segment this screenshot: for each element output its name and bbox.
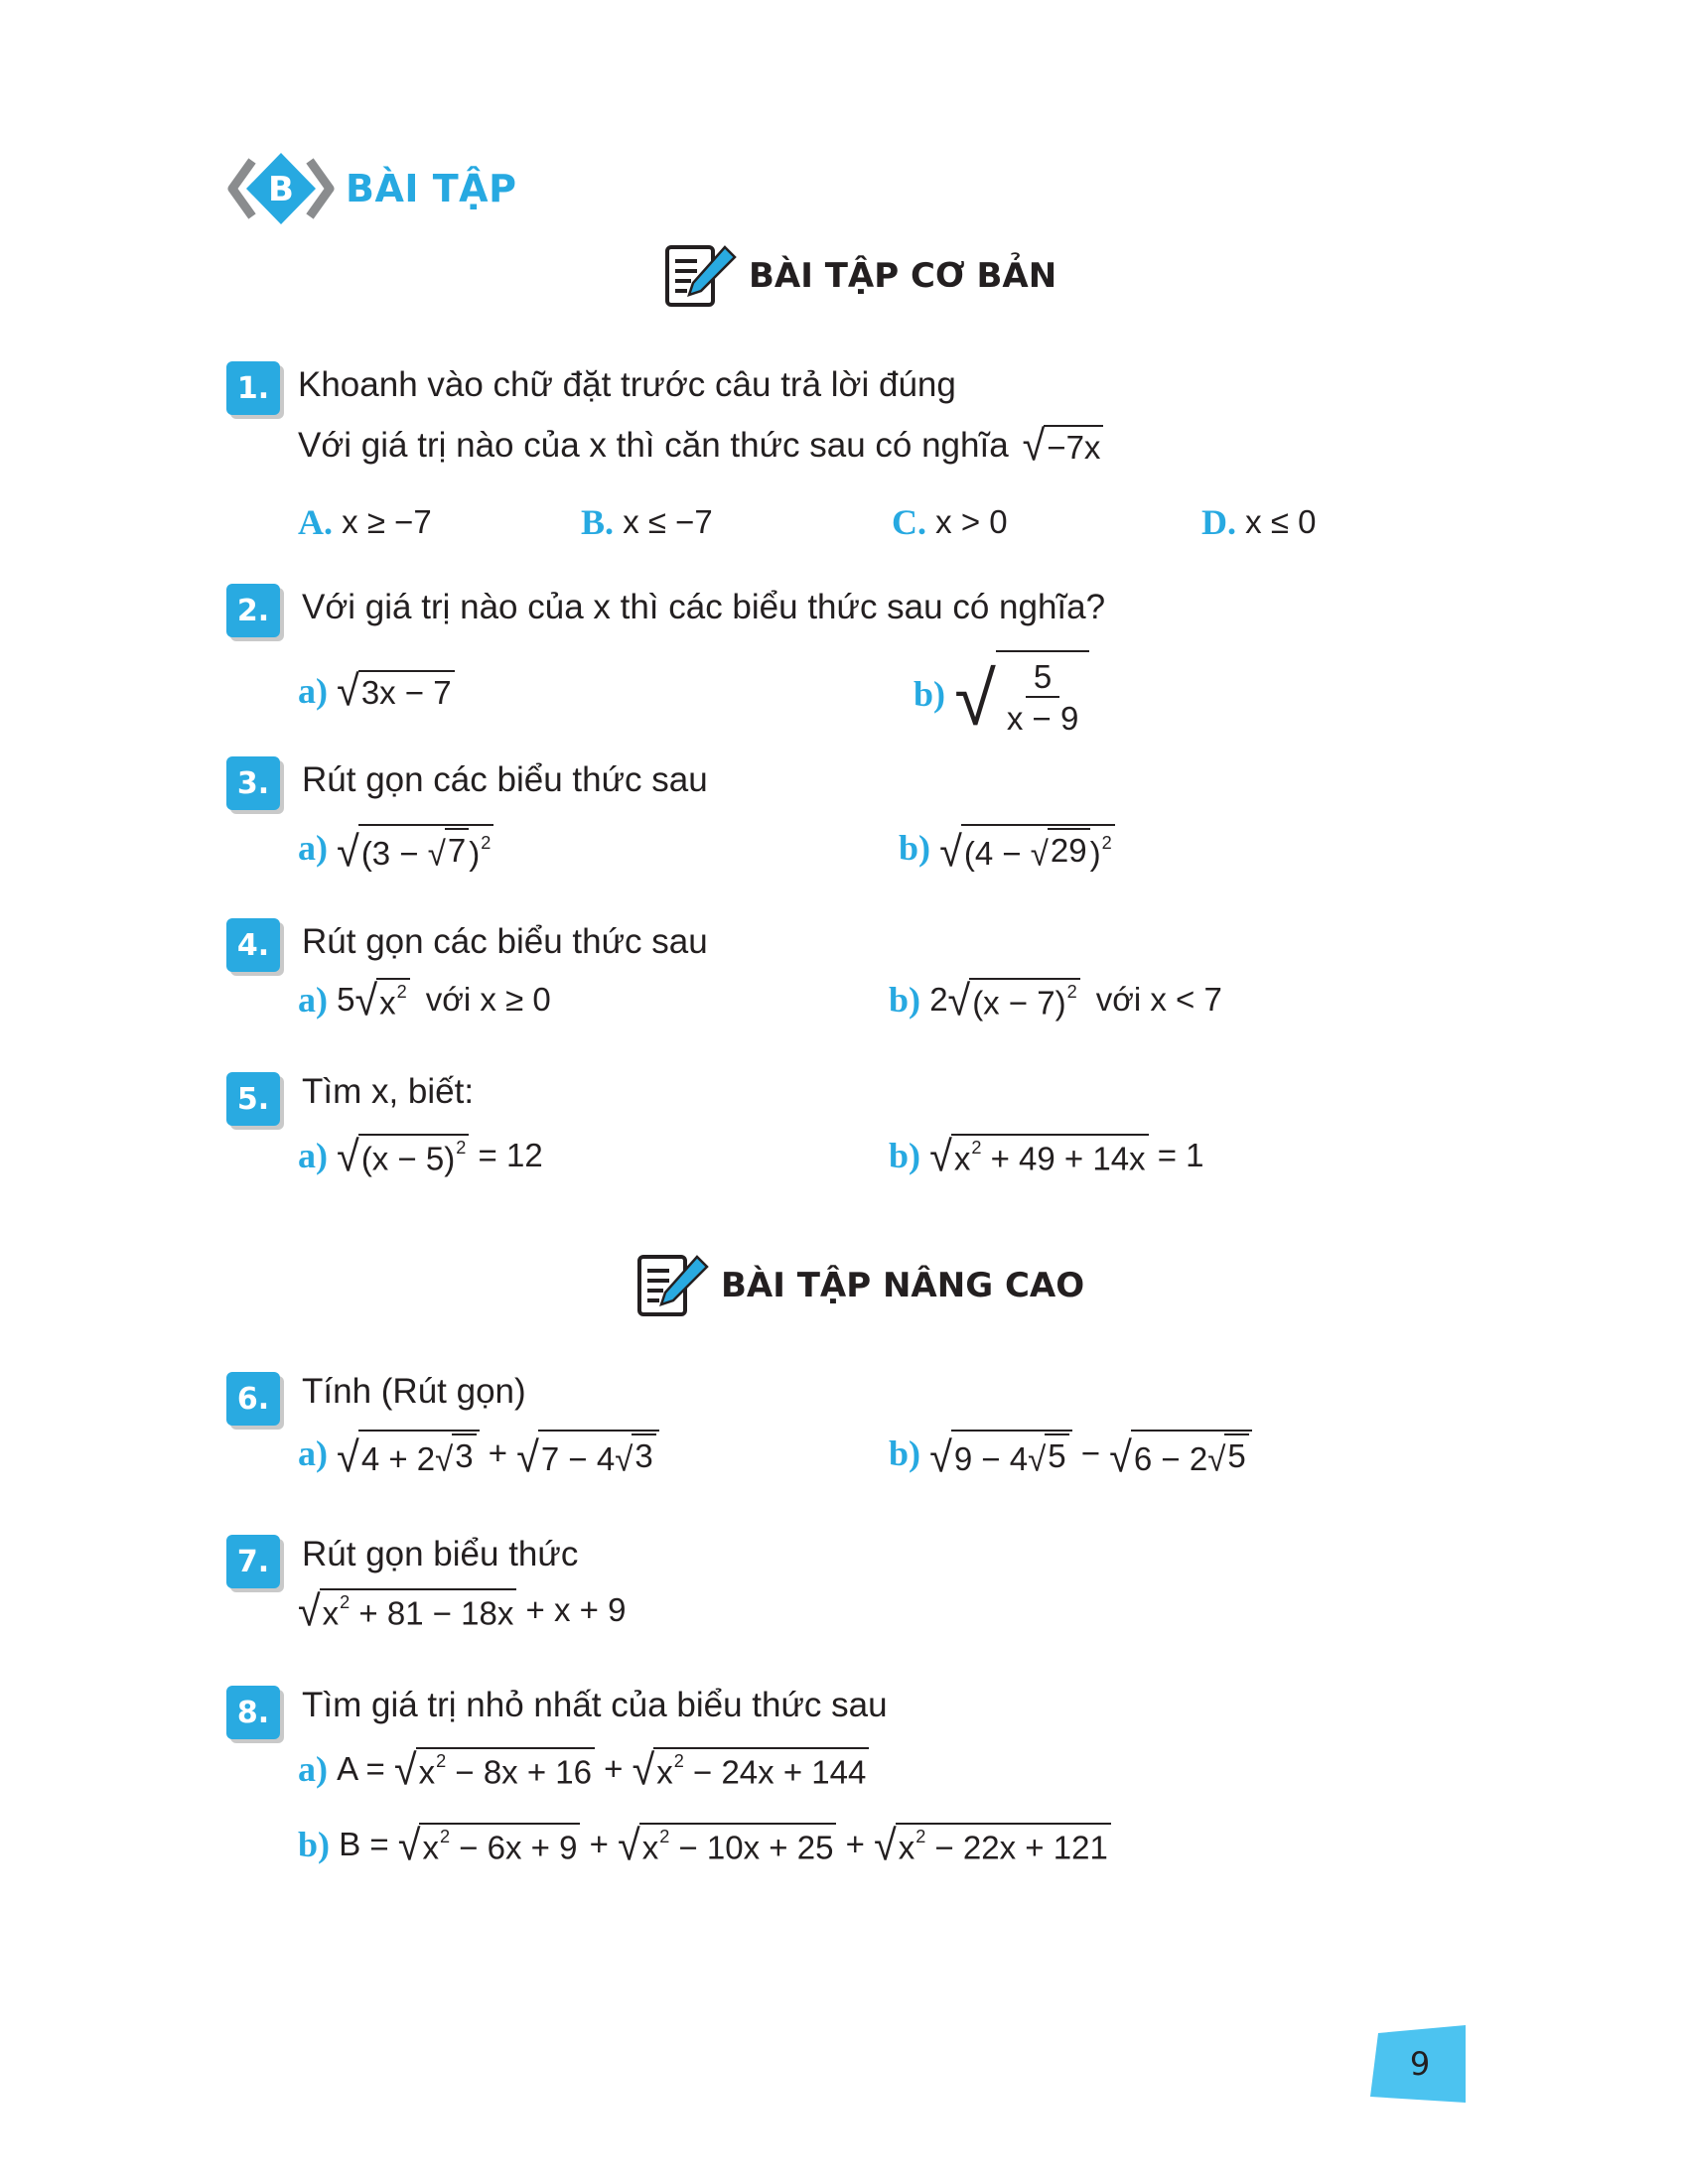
svg-text:B: B <box>268 170 294 209</box>
question-badge-2: 2. <box>226 584 280 637</box>
question-badge-1: 1. <box>226 361 280 415</box>
question-badge-5: 5. <box>226 1072 280 1126</box>
question-text-1b <box>298 421 1103 470</box>
q6-part-a: a) √ 4 + 2 √ 3 + √ 7 − 4 √ 3 <box>298 1430 659 1478</box>
q4-part-b: b) 2 √ $(x - 7)^2$ với x < 7 <box>889 976 1222 1025</box>
q8-part-a: a) A = √ $x^2 - 8x + 16$ + √ $x^2 - 24x + 144$ <box>298 1747 869 1791</box>
question-badge-7: 7. <box>226 1535 280 1588</box>
section-header <box>226 149 516 228</box>
page-number: 9 <box>1409 2045 1431 2083</box>
notepad-pencil-icon <box>663 243 737 309</box>
option-a: A. x ≥ −7 <box>298 502 432 542</box>
question-text-6: Tính (Rút gọn) <box>302 1372 526 1411</box>
q3-part-b: b) √ (4 − √ 29 )$^2$ <box>899 824 1115 873</box>
question-text-7: Rút gọn biểu thức <box>302 1535 579 1573</box>
q2-part-b: b) √ $\frac{5}{x - 9}$ <box>914 650 1089 738</box>
question-badge-8: 8. <box>226 1686 280 1739</box>
question-text-8: Tìm giá trị nhỏ nhất của biểu thức sau <box>302 1686 888 1724</box>
option-d: D. x ≤ 0 <box>1201 502 1317 542</box>
question-text-2: Với giá trị nào của x thì các biểu thức sau có nghĩa? <box>302 588 1106 626</box>
question-subtext-1: Với giá trị nào của x thì căn thức sau có nghĩa <box>298 425 1009 465</box>
question-badge-3: 3. <box>226 756 280 810</box>
q5-part-b: b) √ $x^2 + 49 + 14x$ = 1 <box>889 1132 1204 1181</box>
question-badge-4: 4. <box>226 918 280 972</box>
question-text-1: Khoanh vào chữ đặt trước câu trả lời đúng <box>298 365 956 404</box>
q6-part-b: b) √ 9 − 4 √ 5 − √ 6 − 2 √ 5 <box>889 1430 1252 1478</box>
q5-part-a: a) √ $(x - 5)^2$ = 12 <box>298 1132 543 1181</box>
advanced-heading <box>635 1253 1084 1318</box>
q4-part-a: a) 5 √ $x^2$ với x ≥ 0 <box>298 976 551 1025</box>
option-c: C. x > 0 <box>892 502 1008 542</box>
question-text-4: Rút gọn các biểu thức sau <box>302 922 708 961</box>
q7-expression: √ $x^2 + 81 - 18x$ + x + 9 <box>298 1586 627 1636</box>
sqrt-expression: √ −7x <box>1023 425 1104 467</box>
question-text-3: Rút gọn các biểu thức sau <box>302 760 708 799</box>
basic-title: BÀI TẬP CƠ BẢN <box>749 256 1057 296</box>
notepad-pencil-icon <box>635 1253 709 1318</box>
question-badge-6: 6. <box>226 1372 280 1426</box>
diamond-b-icon <box>226 149 336 228</box>
q3-part-a: a) √ (3 − √ 7 )$^2$ <box>298 824 493 873</box>
page-number-tab <box>1370 2025 1466 2103</box>
question-text-5: Tìm x, biết: <box>302 1072 475 1111</box>
q8-part-b: b) B = √ $x^2 - 6x + 9$ + √ $x^2 - 10x + 25$ + √ $x^2 - 22x + 121$ <box>298 1823 1111 1866</box>
q2-part-a: a) √ 3x − 7 <box>298 670 455 712</box>
section-title: BÀI TẬP <box>346 167 517 210</box>
advanced-title: BÀI TẬP NÂNG CAO <box>721 1266 1085 1305</box>
option-b: B. x ≤ −7 <box>581 502 713 542</box>
basic-heading <box>663 243 1056 309</box>
